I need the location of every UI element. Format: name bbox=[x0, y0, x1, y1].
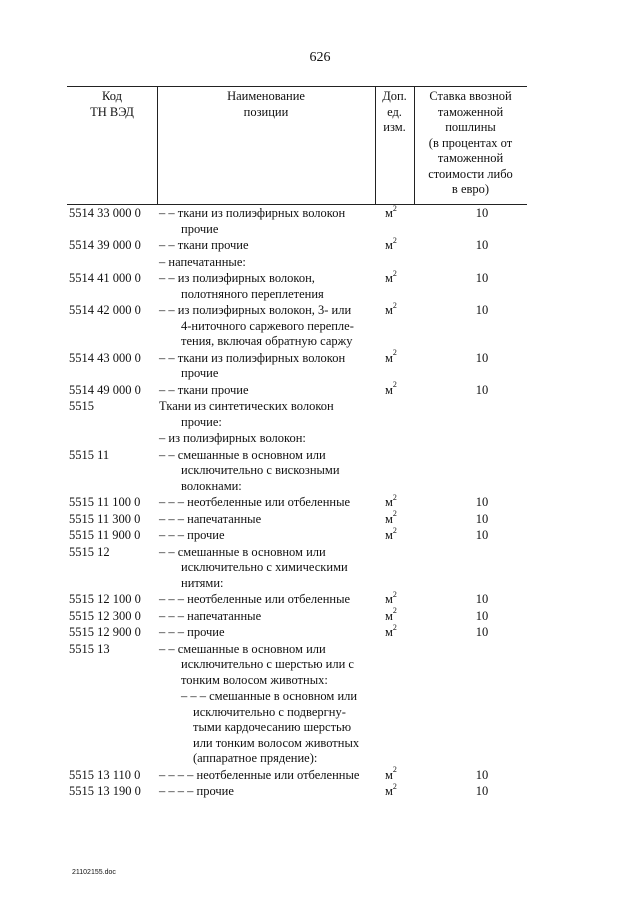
unit-base: м bbox=[385, 382, 393, 397]
row-rate: 10 bbox=[475, 592, 489, 606]
row-code: 5515 13 190 0 bbox=[69, 784, 141, 798]
table-row bbox=[67, 300, 527, 350]
row-description-line: – – – смешанные в основном или bbox=[181, 689, 358, 703]
row-description bbox=[159, 768, 377, 784]
page-number: 626 bbox=[309, 50, 331, 65]
table-row bbox=[67, 689, 527, 767]
header-name: Наименование позиции bbox=[227, 89, 305, 119]
row-code: 5514 43 000 0 bbox=[69, 350, 141, 365]
unit-exponent: 2 bbox=[392, 380, 397, 390]
row-description-line: – – из полиэфирных волокон, bbox=[159, 271, 315, 285]
unit-exponent: 2 bbox=[392, 525, 397, 535]
row-description-line: – – – неотбеленные или отбеленные bbox=[159, 495, 351, 509]
row-description-line: – – смешанные в основном или bbox=[159, 447, 326, 462]
row-unit bbox=[385, 380, 397, 399]
unit-base: м bbox=[385, 767, 393, 782]
row-description-line: или тонким волосом животных bbox=[193, 735, 360, 750]
row-unit bbox=[385, 525, 397, 544]
unit-base: м bbox=[385, 784, 393, 798]
row-unit bbox=[385, 203, 397, 222]
unit-exponent: 2 bbox=[392, 509, 397, 519]
row-unit bbox=[385, 235, 397, 254]
unit-exponent: 2 bbox=[392, 348, 397, 358]
row-description-line: тыми кардочесанию шерстью bbox=[193, 720, 352, 734]
row-unit bbox=[385, 622, 397, 641]
row-description bbox=[159, 399, 377, 430]
row-description bbox=[159, 431, 377, 447]
row-description bbox=[159, 784, 377, 800]
table-row bbox=[67, 606, 527, 625]
table-row bbox=[67, 642, 527, 689]
row-description-line: 4-ниточного саржевого перепле- bbox=[181, 318, 354, 333]
table-row bbox=[67, 268, 527, 302]
row-rate: 10 bbox=[475, 511, 489, 526]
row-description bbox=[181, 689, 399, 767]
table-row bbox=[67, 399, 527, 430]
unit-base: м bbox=[385, 495, 393, 509]
unit-base: м bbox=[385, 625, 393, 639]
row-rate: 10 bbox=[475, 206, 489, 220]
row-description bbox=[159, 255, 377, 271]
row-unit bbox=[385, 348, 397, 367]
table-row bbox=[67, 545, 527, 592]
row-description-line: – – – неотбеленные или отбеленные bbox=[159, 592, 351, 606]
row-rate: 10 bbox=[475, 238, 489, 252]
table-row bbox=[67, 589, 527, 608]
unit-exponent: 2 bbox=[392, 235, 397, 245]
unit-exponent: 2 bbox=[392, 781, 397, 791]
row-description-line: – из полиэфирных волокон: bbox=[159, 431, 306, 445]
row-description-line: – – смешанные в основном или bbox=[159, 544, 326, 559]
row-rate: 10 bbox=[475, 382, 489, 397]
row-description bbox=[159, 545, 377, 592]
row-rate: 10 bbox=[475, 495, 489, 509]
unit-base: м bbox=[385, 206, 393, 220]
row-description-line: исключительно с химическими bbox=[181, 560, 348, 574]
row-description-line: тонким волосом животных: bbox=[181, 672, 328, 687]
unit-base: м bbox=[385, 528, 393, 542]
row-description-line: нитями: bbox=[181, 575, 224, 590]
unit-base: м bbox=[385, 303, 393, 317]
row-rate: 10 bbox=[475, 625, 489, 639]
row-code: 5515 11 bbox=[69, 447, 110, 462]
row-description bbox=[159, 206, 377, 237]
unit-exponent: 2 bbox=[392, 268, 397, 278]
row-rate: 10 bbox=[475, 784, 489, 798]
row-description-line: – – – прочие bbox=[159, 625, 225, 639]
unit-base: м bbox=[385, 271, 393, 285]
row-description bbox=[159, 642, 377, 689]
row-description-line: – – из полиэфирных волокон, 3- или bbox=[159, 303, 352, 317]
row-description-line: – – ткани из полиэфирных волокон bbox=[159, 206, 346, 220]
header-rate: Ставка ввозной таможенной пошлины (в процентах от таможенной стоимости либо в евро) bbox=[428, 89, 513, 196]
row-rate: 10 bbox=[475, 271, 489, 285]
footer-filename: 21102155.doc bbox=[72, 869, 116, 876]
row-unit bbox=[385, 300, 397, 319]
table-row bbox=[67, 781, 527, 800]
unit-exponent: 2 bbox=[392, 589, 397, 599]
row-description-line: – – – прочие bbox=[159, 528, 225, 542]
table-row bbox=[67, 765, 527, 784]
table-row bbox=[67, 380, 527, 399]
unit-base: м bbox=[385, 592, 393, 606]
table-row bbox=[67, 509, 527, 528]
row-description-line: – – ткани из полиэфирных волокон bbox=[159, 350, 346, 365]
row-code: 5515 13 bbox=[69, 641, 110, 656]
row-unit bbox=[385, 781, 397, 800]
row-description-line: – – – – неотбеленные или отбеленные bbox=[159, 767, 360, 782]
row-description bbox=[159, 625, 377, 641]
row-description-line: – – – напечатанные bbox=[159, 511, 262, 526]
row-description-line: – напечатанные: bbox=[159, 254, 246, 269]
row-description-line: (аппаратное прядение): bbox=[193, 751, 318, 765]
row-code: 5515 12 bbox=[69, 544, 110, 559]
header-unit: Доп. ед. изм. bbox=[382, 89, 407, 134]
row-code: 5515 13 110 0 bbox=[69, 767, 141, 782]
row-description-line: – – ткани прочие bbox=[159, 238, 249, 252]
table-row bbox=[67, 348, 527, 382]
row-code: 5515 bbox=[69, 399, 94, 413]
row-description bbox=[159, 271, 377, 302]
row-code: 5514 42 000 0 bbox=[69, 303, 141, 317]
unit-exponent: 2 bbox=[392, 492, 397, 502]
header-bottom-rule bbox=[67, 204, 527, 205]
row-description-line: волокнами: bbox=[181, 478, 242, 493]
row-code: 5515 11 300 0 bbox=[69, 511, 141, 526]
row-description bbox=[159, 303, 377, 350]
row-description-line: Ткани из синтетических волокон bbox=[159, 399, 334, 413]
row-code: 5514 41 000 0 bbox=[69, 271, 141, 285]
unit-exponent: 2 bbox=[392, 203, 397, 213]
row-description-line: прочие: bbox=[181, 414, 222, 429]
unit-base: м bbox=[385, 238, 393, 252]
row-code: 5514 33 000 0 bbox=[69, 206, 141, 220]
table-body bbox=[67, 203, 527, 800]
row-unit bbox=[385, 765, 397, 784]
row-code: 5514 49 000 0 bbox=[69, 382, 141, 397]
row-description bbox=[159, 238, 377, 254]
row-code: 5514 39 000 0 bbox=[69, 238, 141, 252]
table-row bbox=[67, 525, 527, 544]
row-description bbox=[159, 528, 377, 544]
table-row bbox=[67, 431, 527, 447]
row-code: 5515 11 100 0 bbox=[69, 495, 141, 509]
row-rate: 10 bbox=[475, 350, 489, 365]
row-code: 5515 11 900 0 bbox=[69, 528, 141, 542]
header-top-rule bbox=[67, 86, 527, 87]
row-description-line: прочие bbox=[181, 221, 219, 236]
table-row bbox=[67, 203, 527, 237]
unit-exponent: 2 bbox=[392, 765, 397, 775]
row-rate: 10 bbox=[475, 767, 489, 782]
table-row bbox=[67, 235, 527, 254]
row-rate: 10 bbox=[475, 528, 489, 542]
row-description-line: полотняного переплетения bbox=[181, 286, 324, 301]
table-row bbox=[67, 492, 527, 511]
row-code: 5515 12 100 0 bbox=[69, 592, 141, 606]
unit-exponent: 2 bbox=[392, 606, 397, 616]
row-description-line: – – – – прочие bbox=[159, 784, 234, 798]
row-description-line: прочие bbox=[181, 366, 219, 380]
row-description bbox=[159, 383, 377, 399]
row-description bbox=[159, 512, 377, 528]
row-rate: 10 bbox=[475, 303, 489, 317]
unit-base: м bbox=[385, 511, 393, 526]
row-unit bbox=[385, 509, 397, 528]
table-row bbox=[67, 448, 527, 495]
row-description bbox=[159, 495, 377, 511]
row-rate: 10 bbox=[475, 608, 489, 623]
unit-base: м bbox=[385, 608, 393, 623]
row-description-line: исключительно с вискозными bbox=[181, 463, 340, 477]
unit-exponent: 2 bbox=[392, 300, 397, 310]
row-unit bbox=[385, 606, 397, 625]
row-description bbox=[159, 609, 377, 625]
row-code: 5515 12 900 0 bbox=[69, 625, 141, 639]
table-row bbox=[67, 255, 527, 271]
header-code: Код ТН ВЭД bbox=[90, 89, 134, 119]
row-unit bbox=[385, 268, 397, 287]
row-description-line: – – ткани прочие bbox=[159, 382, 249, 397]
row-description bbox=[159, 448, 377, 495]
row-description-line: исключительно с подвергну- bbox=[193, 704, 346, 719]
row-description-line: – – смешанные в основном или bbox=[159, 641, 326, 656]
row-code: 5515 12 300 0 bbox=[69, 608, 141, 623]
row-description bbox=[159, 351, 377, 382]
row-description-line: – – – напечатанные bbox=[159, 608, 262, 623]
row-description-line: исключительно с шерстью или с bbox=[181, 657, 354, 671]
row-description bbox=[159, 592, 377, 608]
unit-exponent: 2 bbox=[392, 622, 397, 632]
row-description-line: тения, включая обратную саржу bbox=[181, 334, 353, 348]
table-row bbox=[67, 622, 527, 641]
unit-base: м bbox=[385, 350, 393, 365]
